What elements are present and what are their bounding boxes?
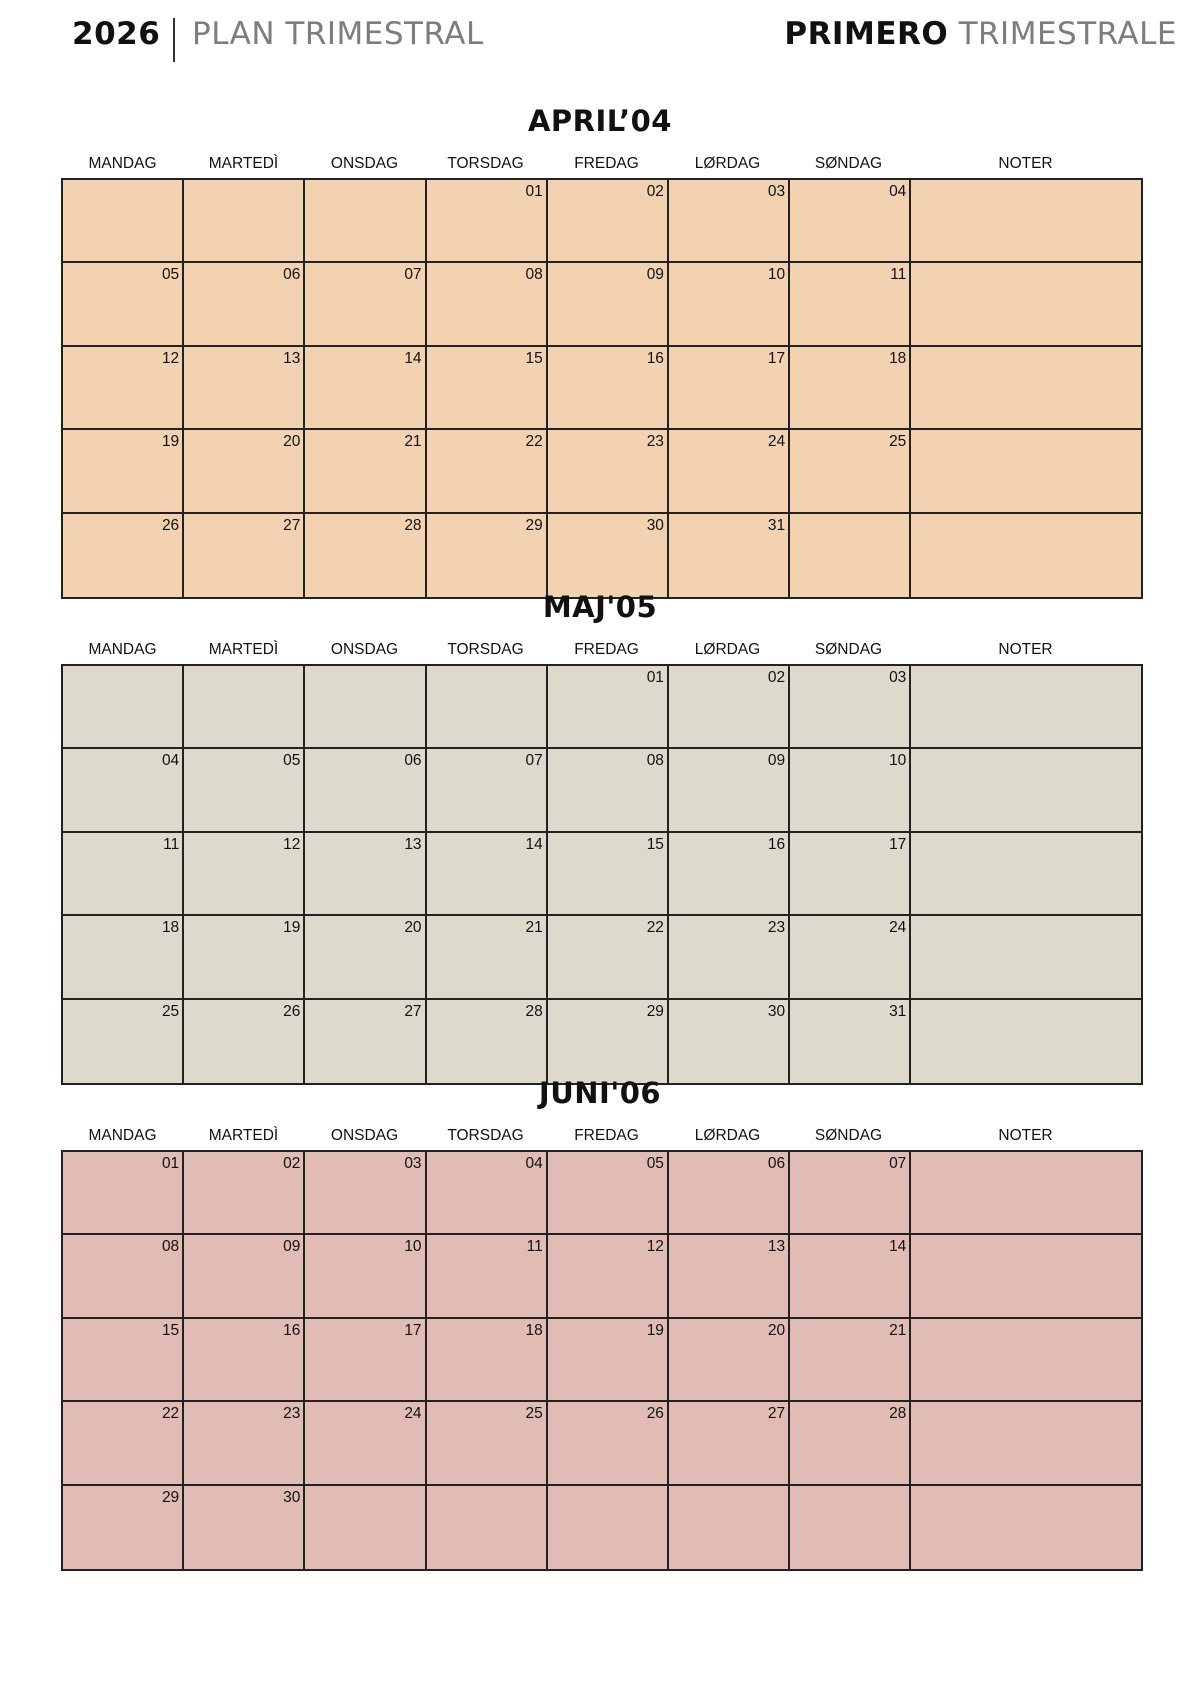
month-title: JUNI'06 xyxy=(538,1076,662,1110)
weekday-label: SØNDAG xyxy=(814,155,883,172)
notes-cell[interactable] xyxy=(911,833,1141,916)
day-number: 10 xyxy=(889,752,907,770)
day-number: 20 xyxy=(767,1321,786,1339)
day-cell[interactable] xyxy=(548,1486,669,1569)
notes-header: NOTER xyxy=(998,641,1053,658)
day-number: 05 xyxy=(161,266,180,284)
day-number: 14 xyxy=(889,1238,907,1256)
day-cell[interactable] xyxy=(63,347,184,430)
day-cell[interactable] xyxy=(548,749,669,832)
notes-cell[interactable] xyxy=(911,916,1141,999)
weekday-header-row xyxy=(62,155,1142,175)
day-number: 12 xyxy=(283,835,301,853)
day-cell[interactable] xyxy=(790,514,911,597)
day-number: 24 xyxy=(404,1405,422,1423)
month-grid xyxy=(61,664,1143,1085)
plan-label: PLAN TRIMESTRAL xyxy=(192,16,484,52)
day-cell[interactable] xyxy=(184,666,305,749)
weekday-header-row xyxy=(62,1127,1142,1147)
day-cell[interactable] xyxy=(184,833,305,916)
day-cell[interactable] xyxy=(63,1319,184,1402)
day-number: 04 xyxy=(525,1155,543,1172)
day-cell[interactable] xyxy=(669,916,790,999)
day-number: 14 xyxy=(404,349,422,367)
day-cell[interactable] xyxy=(790,666,911,749)
day-number: 21 xyxy=(404,433,422,451)
day-number: 13 xyxy=(404,835,422,853)
day-cell[interactable] xyxy=(63,916,184,999)
day-cell[interactable] xyxy=(63,430,184,513)
day-cell[interactable] xyxy=(305,263,426,346)
day-cell[interactable] xyxy=(184,916,305,999)
quarter-light-label: TRIMESTRALE xyxy=(958,16,1177,52)
day-number: 28 xyxy=(889,1405,907,1423)
notes-cell[interactable] xyxy=(911,347,1141,430)
day-number: 19 xyxy=(161,433,180,451)
day-number: 02 xyxy=(283,1155,301,1172)
day-cell[interactable] xyxy=(790,1402,911,1485)
day-number: 26 xyxy=(161,516,180,534)
day-cell[interactable] xyxy=(63,1402,184,1485)
day-number: 03 xyxy=(889,669,907,686)
day-cell[interactable] xyxy=(548,180,669,263)
day-cell[interactable] xyxy=(669,749,790,832)
weekday-label: TORSDAG xyxy=(447,1127,524,1144)
day-number: 04 xyxy=(161,752,180,770)
day-cell[interactable] xyxy=(305,514,426,597)
day-cell[interactable] xyxy=(184,180,305,263)
weekday-label: FREDAG xyxy=(574,155,639,172)
weekday-label: MANDAG xyxy=(88,155,157,172)
notes-cell[interactable] xyxy=(911,1152,1141,1235)
day-number: 22 xyxy=(161,1405,180,1423)
day-number: 08 xyxy=(161,1238,180,1256)
day-cell[interactable] xyxy=(427,1319,548,1402)
weekday-label: MARTEDÌ xyxy=(208,155,279,172)
day-cell[interactable] xyxy=(63,833,184,916)
day-cell[interactable] xyxy=(63,180,184,263)
day-cell[interactable] xyxy=(63,749,184,832)
day-cell[interactable] xyxy=(184,514,305,597)
day-cell[interactable] xyxy=(305,1235,426,1318)
day-cell[interactable] xyxy=(669,1000,790,1083)
weekday-header-row xyxy=(62,641,1142,661)
day-cell[interactable] xyxy=(427,1152,548,1235)
day-cell[interactable] xyxy=(305,347,426,430)
day-number: 18 xyxy=(161,919,180,937)
day-cell[interactable] xyxy=(548,666,669,749)
day-cell[interactable] xyxy=(548,833,669,916)
notes-cell[interactable] xyxy=(911,666,1141,749)
day-cell[interactable] xyxy=(669,347,790,430)
day-number: 01 xyxy=(525,183,543,200)
day-cell[interactable] xyxy=(790,263,911,346)
notes-cell[interactable] xyxy=(911,1319,1141,1402)
day-number: 03 xyxy=(404,1155,422,1172)
day-number: 16 xyxy=(767,835,786,853)
weekday-label: LØRDAG xyxy=(694,1127,761,1144)
day-number: 09 xyxy=(767,752,786,770)
day-cell[interactable] xyxy=(790,430,911,513)
day-number: 24 xyxy=(767,433,786,451)
day-cell[interactable] xyxy=(427,1000,548,1083)
day-number: 07 xyxy=(525,752,543,770)
weekday-label: MARTEDÌ xyxy=(208,641,279,658)
day-cell[interactable] xyxy=(184,1402,305,1485)
day-cell[interactable] xyxy=(669,833,790,916)
day-number: 12 xyxy=(646,1238,664,1256)
day-cell[interactable] xyxy=(790,1319,911,1402)
day-cell[interactable] xyxy=(427,180,548,263)
day-number: 25 xyxy=(889,433,907,451)
day-cell[interactable] xyxy=(305,666,426,749)
day-number: 13 xyxy=(767,1238,786,1256)
notes-header: NOTER xyxy=(998,1127,1053,1144)
day-cell[interactable] xyxy=(184,1319,305,1402)
day-number: 15 xyxy=(525,349,543,367)
notes-cell[interactable] xyxy=(911,180,1141,263)
page-header xyxy=(0,0,1200,70)
day-cell[interactable] xyxy=(790,1235,911,1318)
day-cell[interactable] xyxy=(548,1319,669,1402)
weekday-label: LØRDAG xyxy=(694,155,761,172)
day-number: 28 xyxy=(404,516,422,534)
weekday-label: MANDAG xyxy=(88,641,157,658)
day-number: 11 xyxy=(890,266,907,284)
day-number: 21 xyxy=(525,919,543,937)
day-number: 22 xyxy=(646,919,664,937)
day-number: 28 xyxy=(525,1002,543,1020)
notes-cell[interactable] xyxy=(911,1000,1141,1083)
month-grid xyxy=(61,178,1143,599)
weekday-label: MARTEDÌ xyxy=(208,1127,279,1144)
day-cell[interactable] xyxy=(669,666,790,749)
day-cell[interactable] xyxy=(790,749,911,832)
day-number: 13 xyxy=(283,349,301,367)
day-number: 19 xyxy=(283,919,301,937)
notes-cell[interactable] xyxy=(911,514,1141,597)
day-number: 05 xyxy=(283,752,301,770)
weekday-label: ONSDAG xyxy=(330,155,399,172)
day-cell[interactable] xyxy=(63,666,184,749)
month-grid xyxy=(61,1150,1143,1571)
day-number: 11 xyxy=(526,1238,543,1256)
month-title: APRIL’04 xyxy=(527,104,672,138)
day-cell[interactable] xyxy=(184,1486,305,1569)
day-cell[interactable] xyxy=(669,1486,790,1569)
weekday-label: FREDAG xyxy=(574,1127,639,1144)
day-cell[interactable] xyxy=(63,1486,184,1569)
day-number: 20 xyxy=(404,919,422,937)
day-cell[interactable] xyxy=(548,916,669,999)
day-number: 06 xyxy=(404,752,422,770)
day-cell[interactable] xyxy=(669,1319,790,1402)
day-cell[interactable] xyxy=(427,1486,548,1569)
quarter-label xyxy=(784,16,1177,52)
day-number: 15 xyxy=(646,835,664,853)
day-number: 31 xyxy=(767,516,786,534)
day-number: 20 xyxy=(283,433,301,451)
day-cell[interactable] xyxy=(669,430,790,513)
day-cell[interactable] xyxy=(427,916,548,999)
day-number: 12 xyxy=(161,349,180,367)
notes-header: NOTER xyxy=(998,155,1053,172)
day-cell[interactable] xyxy=(305,1319,426,1402)
day-number: 23 xyxy=(646,433,664,451)
day-number: 31 xyxy=(889,1002,907,1020)
day-cell[interactable] xyxy=(305,749,426,832)
day-cell[interactable] xyxy=(427,347,548,430)
day-number: 18 xyxy=(889,349,907,367)
day-cell[interactable] xyxy=(548,347,669,430)
header-separator xyxy=(173,18,175,62)
day-number: 11 xyxy=(163,835,180,853)
day-cell[interactable] xyxy=(63,1235,184,1318)
day-cell[interactable] xyxy=(63,263,184,346)
day-number: 19 xyxy=(646,1321,664,1339)
day-cell[interactable] xyxy=(669,1402,790,1485)
notes-cell[interactable] xyxy=(911,263,1141,346)
day-number: 30 xyxy=(646,516,664,534)
day-number: 17 xyxy=(404,1321,422,1339)
day-cell[interactable] xyxy=(790,1000,911,1083)
notes-cell[interactable] xyxy=(911,1235,1141,1318)
day-number: 08 xyxy=(525,266,543,284)
day-number: 29 xyxy=(161,1488,180,1506)
day-number: 25 xyxy=(161,1002,180,1020)
weekday-label: FREDAG xyxy=(574,641,639,658)
weekday-label: MANDAG xyxy=(88,1127,157,1144)
day-number: 15 xyxy=(161,1321,180,1339)
day-cell[interactable] xyxy=(427,1235,548,1318)
day-cell[interactable] xyxy=(548,1235,669,1318)
day-cell[interactable] xyxy=(790,347,911,430)
day-cell[interactable] xyxy=(184,1152,305,1235)
day-number: 05 xyxy=(646,1155,664,1172)
day-cell[interactable] xyxy=(790,1486,911,1569)
day-cell[interactable] xyxy=(548,1152,669,1235)
day-number: 29 xyxy=(646,1002,664,1020)
day-number: 03 xyxy=(767,183,786,200)
day-number: 29 xyxy=(525,516,543,534)
day-number: 18 xyxy=(525,1321,543,1339)
day-cell[interactable] xyxy=(305,1000,426,1083)
day-number: 07 xyxy=(404,266,422,284)
day-cell[interactable] xyxy=(548,430,669,513)
day-cell[interactable] xyxy=(548,1402,669,1485)
day-cell[interactable] xyxy=(790,180,911,263)
day-cell[interactable] xyxy=(305,833,426,916)
day-cell[interactable] xyxy=(669,1235,790,1318)
day-number: 06 xyxy=(767,1155,786,1172)
day-number: 23 xyxy=(767,919,786,937)
day-cell[interactable] xyxy=(63,1000,184,1083)
day-number: 04 xyxy=(889,183,907,200)
day-cell[interactable] xyxy=(184,263,305,346)
day-number: 27 xyxy=(767,1405,786,1423)
day-number: 30 xyxy=(767,1002,786,1020)
day-cell[interactable] xyxy=(305,430,426,513)
day-number: 17 xyxy=(767,349,786,367)
day-cell[interactable] xyxy=(669,514,790,597)
day-number: 27 xyxy=(283,516,301,534)
day-cell[interactable] xyxy=(548,1000,669,1083)
weekday-label: TORSDAG xyxy=(447,641,524,658)
notes-cell[interactable] xyxy=(911,1402,1141,1485)
day-cell[interactable] xyxy=(63,1152,184,1235)
day-cell[interactable] xyxy=(305,916,426,999)
day-cell[interactable] xyxy=(427,514,548,597)
day-cell[interactable] xyxy=(427,1402,548,1485)
day-number: 09 xyxy=(283,1238,301,1256)
day-number: 25 xyxy=(525,1405,543,1423)
day-cell[interactable] xyxy=(669,180,790,263)
day-number: 08 xyxy=(646,752,664,770)
day-number: 17 xyxy=(889,835,907,853)
day-cell[interactable] xyxy=(305,1152,426,1235)
day-cell[interactable] xyxy=(63,514,184,597)
day-number: 30 xyxy=(283,1488,301,1506)
day-cell[interactable] xyxy=(427,749,548,832)
day-cell[interactable] xyxy=(184,1235,305,1318)
day-cell[interactable] xyxy=(427,833,548,916)
quarter-bold-label: PRIMERO xyxy=(784,16,949,52)
weekday-label: LØRDAG xyxy=(694,641,761,658)
day-number: 01 xyxy=(646,669,664,686)
day-cell[interactable] xyxy=(669,1152,790,1235)
day-cell[interactable] xyxy=(305,1486,426,1569)
day-cell[interactable] xyxy=(305,1402,426,1485)
day-cell[interactable] xyxy=(427,430,548,513)
day-number: 06 xyxy=(283,266,301,284)
day-cell[interactable] xyxy=(548,514,669,597)
day-cell[interactable] xyxy=(790,1152,911,1235)
day-cell[interactable] xyxy=(184,1000,305,1083)
day-number: 24 xyxy=(889,919,907,937)
day-number: 23 xyxy=(283,1405,301,1423)
weekday-label: ONSDAG xyxy=(330,641,399,658)
day-number: 10 xyxy=(767,266,786,284)
day-number: 02 xyxy=(767,669,786,686)
month-title: MAJ'05 xyxy=(542,590,658,624)
day-number: 26 xyxy=(283,1002,301,1020)
day-number: 02 xyxy=(646,183,664,200)
day-number: 09 xyxy=(646,266,664,284)
day-number: 27 xyxy=(404,1002,422,1020)
day-number: 10 xyxy=(404,1238,422,1256)
day-cell[interactable] xyxy=(548,263,669,346)
day-number: 14 xyxy=(525,835,543,853)
weekday-label: TORSDAG xyxy=(447,155,524,172)
notes-cell[interactable] xyxy=(911,749,1141,832)
day-cell[interactable] xyxy=(305,180,426,263)
day-number: 21 xyxy=(889,1321,907,1339)
day-number: 26 xyxy=(646,1405,664,1423)
day-number: 07 xyxy=(889,1155,907,1172)
day-number: 16 xyxy=(283,1321,301,1339)
day-cell[interactable] xyxy=(669,263,790,346)
notes-cell[interactable] xyxy=(911,1486,1141,1569)
day-cell[interactable] xyxy=(790,916,911,999)
weekday-label: SØNDAG xyxy=(814,641,883,658)
day-cell[interactable] xyxy=(427,666,548,749)
day-number: 22 xyxy=(525,433,543,451)
day-cell[interactable] xyxy=(427,263,548,346)
day-cell[interactable] xyxy=(184,430,305,513)
notes-cell[interactable] xyxy=(911,430,1141,513)
day-cell[interactable] xyxy=(184,347,305,430)
year-label: 2026 xyxy=(72,16,161,52)
weekday-label: SØNDAG xyxy=(814,1127,883,1144)
day-cell[interactable] xyxy=(184,749,305,832)
day-cell[interactable] xyxy=(790,833,911,916)
day-number: 16 xyxy=(646,349,664,367)
day-number: 01 xyxy=(161,1155,180,1172)
weekday-label: ONSDAG xyxy=(330,1127,399,1144)
